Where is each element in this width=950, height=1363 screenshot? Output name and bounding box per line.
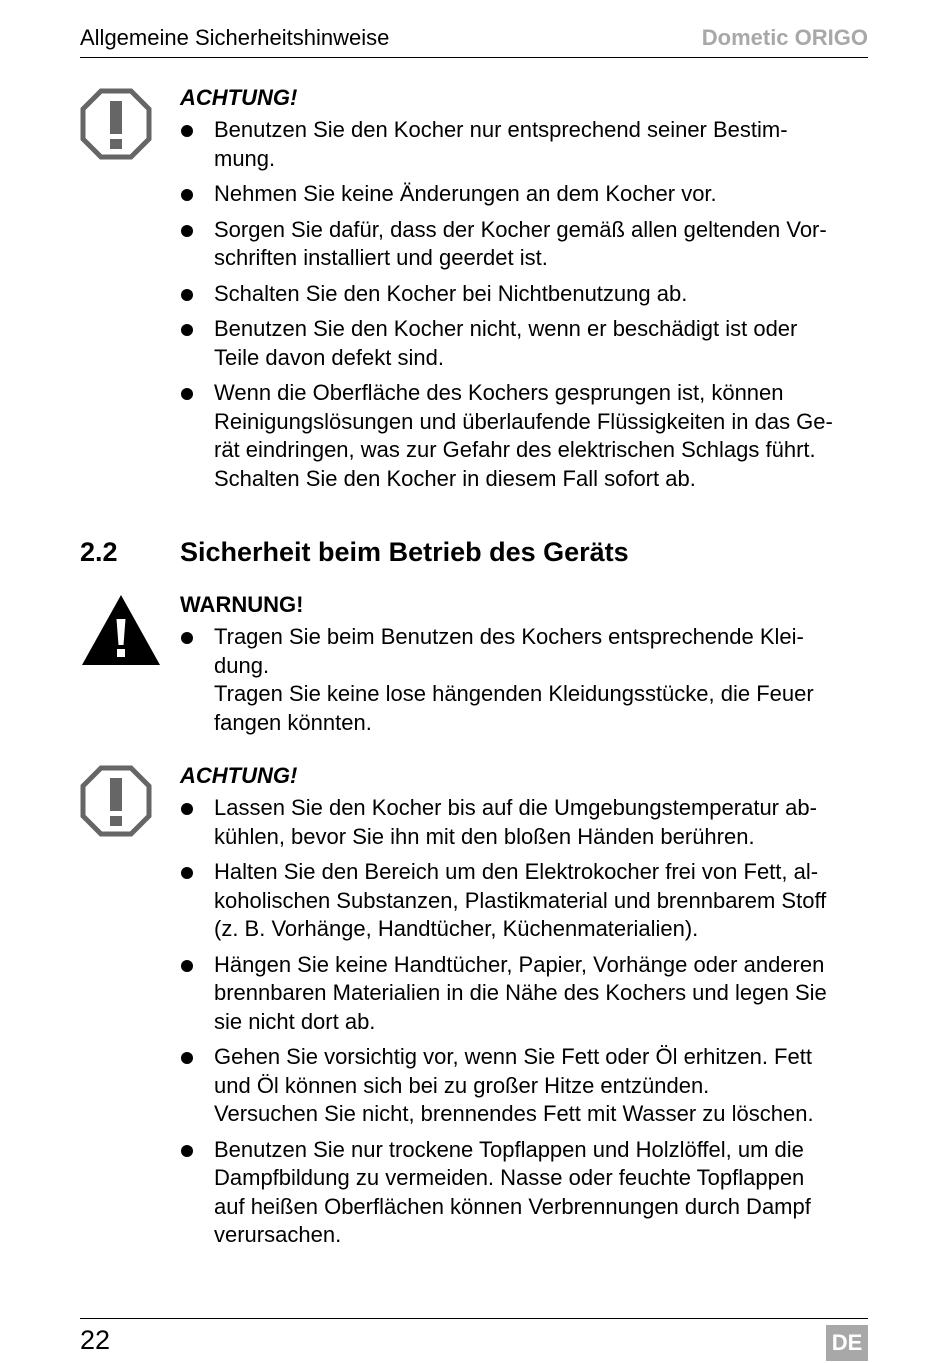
list-item-text: Teile davon defekt sind. — [214, 344, 444, 370]
page-header — [80, 24, 868, 58]
list-item-text: Lassen Sie den Kocher bis auf die Umgebungstemperatur ab- — [214, 795, 817, 820]
warning-label: WARNUNG! — [180, 592, 304, 617]
list-item — [180, 116, 868, 173]
bullet-icon — [181, 632, 193, 644]
list-item-text: Schalten Sie den Kocher bei Nichtbenutzung ab. — [214, 280, 688, 306]
list-item-text: Halten Sie den Bereich um den Elektrokocher frei von Fett, al- — [214, 859, 819, 884]
list-item-text: Nehmen Sie keine Änderungen an dem Kocher vor. — [214, 181, 717, 206]
header-title: Allgemeine Sicherheitshinweise — [80, 25, 390, 50]
list-item — [180, 180, 868, 209]
section-number: 2.2 — [80, 537, 118, 567]
list-item-text: rät eindringen, was zur Gefahr des elektrischen Schlags führt. — [214, 437, 816, 462]
caution-label: ACHTUNG! — [180, 85, 298, 110]
bullet-icon — [181, 1145, 193, 1157]
list-item — [180, 216, 868, 273]
list-item-text: Tragen Sie beim Benutzen des Kochers entsprechende Klei- — [214, 624, 804, 649]
bullet-icon — [181, 225, 193, 237]
warning-list — [180, 623, 868, 737]
caution-list — [180, 116, 868, 493]
list-item — [180, 280, 868, 309]
section-title: Sicherheit beim Betrieb des Geräts — [180, 537, 629, 567]
bullet-icon — [181, 289, 193, 301]
bullet-icon — [181, 189, 193, 201]
list-item-text: Benutzen Sie den Kocher nicht, wenn er beschädigt ist oder — [214, 316, 798, 341]
bullet-icon — [181, 125, 193, 137]
list-item-text: Tragen Sie keine lose hängenden Kleidungsstücke, die Feuer — [214, 681, 814, 706]
bullet-icon — [181, 324, 193, 336]
list-item-text: Benutzen Sie nur trockene Topflappen und Holzlöffel, um die — [214, 1136, 804, 1162]
list-item-text: fangen könnten. — [214, 709, 372, 735]
list-item — [180, 951, 868, 1037]
list-item-text: Dampfbildung zu vermeiden. Nasse oder feuchte Topflappen — [214, 1165, 805, 1190]
list-item — [180, 858, 868, 944]
header-brand: Dometic ORIGO — [701, 25, 868, 50]
list-item-text: dung. — [214, 652, 270, 678]
list-item — [180, 794, 868, 851]
list-item — [180, 315, 868, 372]
list-item-text: Schalten Sie den Kocher in diesem Fall sofort ab. — [214, 465, 696, 491]
list-item — [180, 623, 868, 737]
list-item-text: Reinigungslösungen und überlaufende Flüssigkeiten in das Ge- — [214, 408, 833, 434]
caution-list — [180, 794, 868, 1250]
list-item-text: Versuchen Sie nicht, brennendes Fett mit Wasser zu löschen. — [214, 1101, 814, 1126]
bullet-icon — [181, 960, 193, 972]
list-item-text: Wenn die Oberfläche des Kochers gesprungen ist, können — [214, 380, 784, 405]
bullet-icon — [181, 803, 193, 815]
warning-triangle-icon — [80, 593, 162, 672]
page-footer — [80, 1318, 868, 1363]
list-item-text: sie nicht dort ab. — [214, 1008, 376, 1034]
list-item-text: kühlen, bevor Sie ihn mit den bloßen Händen berühren. — [214, 823, 755, 849]
bullet-icon — [181, 1052, 193, 1064]
list-item-text: schriften installiert und geerdet ist. — [214, 245, 548, 270]
list-item — [180, 1043, 868, 1129]
list-item-text: und Öl können sich bei zu großer Hitze entzünden. — [214, 1072, 710, 1098]
list-item-text: Benutzen Sie den Kocher nur entsprechend seiner Bestim- — [214, 117, 788, 142]
page-number: 22 — [80, 1325, 111, 1355]
caution-label: ACHTUNG! — [180, 763, 298, 788]
bullet-icon — [181, 867, 193, 879]
list-item — [180, 1136, 868, 1250]
list-item-text: Sorgen Sie dafür, dass der Kocher gemäß allen geltenden Vor- — [214, 216, 827, 242]
list-item-text: Hängen Sie keine Handtücher, Papier, Vorhänge oder anderen — [214, 951, 825, 977]
section-heading — [80, 535, 629, 569]
list-item-text: brennbaren Materialien in die Nähe des Kochers und legen Sie — [214, 980, 827, 1005]
list-item — [180, 379, 868, 493]
list-item-text: koholischen Substanzen, Plastikmaterial und brennbarem Stoff — [214, 887, 827, 913]
caution-octagon-icon — [80, 88, 152, 165]
bullet-icon — [181, 388, 193, 400]
list-item-text: (z. B. Vorhänge, Handtücher, Küchenmaterialien). — [214, 916, 699, 941]
list-item-text: auf heißen Oberflächen können Verbrennungen durch Dampf — [214, 1193, 811, 1219]
language-badge: DE — [826, 1325, 868, 1361]
list-item-text: mung. — [214, 145, 276, 171]
list-item-text: verursachen. — [214, 1222, 342, 1247]
list-item-text: Gehen Sie vorsichtig vor, wenn Sie Fett oder Öl erhitzen. Fett — [214, 1044, 812, 1069]
caution-octagon-icon — [80, 765, 152, 842]
